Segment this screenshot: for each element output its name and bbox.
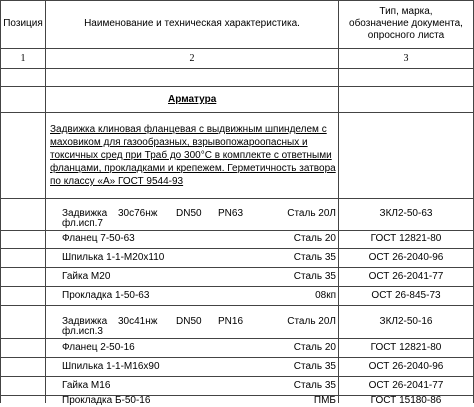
item-name: Фланец 2-50-16 [62, 342, 135, 353]
grid-line [0, 68, 474, 69]
valve-model: 30с76нж [118, 208, 158, 219]
valve-dn: DN50 [176, 316, 202, 327]
grid-line [0, 112, 474, 113]
item-doc: ГОСТ 15180-86 [370, 395, 442, 406]
description-line: маховиком для газообразных, взрывопожароопасных и [50, 137, 308, 148]
grid-line [0, 198, 474, 199]
description-line: токсичных сред при Траб до 300°С в комплекте с ответными [50, 150, 332, 161]
header-position: Позиция [3, 18, 43, 29]
item-material: 08кп [315, 290, 336, 301]
item-name: Прокладка 1-50-63 [62, 290, 150, 301]
item-doc: ОСТ 26-2041-77 [368, 380, 444, 391]
valve-type: ЗКЛ2-50-63 [379, 208, 433, 219]
header-type-line1: Тип, марка, [379, 6, 433, 17]
item-material: Сталь 35 [293, 380, 336, 391]
grid-line [0, 286, 474, 287]
item-doc: ГОСТ 12821-80 [370, 233, 442, 244]
column-number-1: 1 [20, 53, 26, 64]
description-line: по классу «А» ГОСТ 9544-93 [50, 176, 184, 187]
item-material: Сталь 35 [293, 361, 336, 372]
item-name: Прокладка Б-50-16 [62, 395, 151, 406]
valve-flange-version: фл.исп.3 [62, 326, 103, 337]
grid-line [0, 305, 474, 306]
item-doc: ГОСТ 12821-80 [370, 342, 442, 353]
valve-type: ЗКЛ2-50-16 [379, 316, 433, 327]
valve-model: 30с41нж [118, 316, 158, 327]
item-doc: ОСТ 26-2040-96 [368, 252, 444, 263]
item-name: Гайка М16 [62, 380, 111, 391]
header-type-line3: опросного листа [367, 30, 445, 41]
item-material: Сталь 20 [293, 342, 336, 353]
item-material: Сталь 35 [293, 252, 336, 263]
valve-material: Сталь 20Л [287, 208, 336, 219]
valve-name: Задвижка [62, 208, 108, 219]
item-material: Сталь 20 [293, 233, 336, 244]
item-material: Сталь 35 [293, 271, 336, 282]
valve-name: Задвижка [62, 316, 108, 327]
valve-pn: PN16 [218, 316, 244, 327]
valve-dn: DN50 [176, 208, 202, 219]
grid-line [0, 230, 474, 231]
grid-line [0, 0, 474, 1]
item-doc: ОСТ 26-2040-96 [368, 361, 444, 372]
item-name: Фланец 7-50-63 [62, 233, 135, 244]
grid-line [0, 48, 474, 49]
grid-line [0, 376, 474, 377]
item-material: ПМБ [313, 395, 336, 406]
grid-line [0, 86, 474, 87]
grid-line [0, 338, 474, 339]
item-doc: ОСТ 26-845-73 [371, 290, 441, 301]
description-line: фланцами, прокладками и крепежем. Герметичность затвора [50, 163, 336, 174]
item-doc: ОСТ 26-2041-77 [368, 271, 444, 282]
header-name: Наименование и техническая характеристика. [84, 18, 300, 29]
grid-line [0, 357, 474, 358]
item-name: Гайка М20 [62, 271, 111, 282]
column-number-3: 3 [403, 53, 409, 64]
grid-line [0, 267, 474, 268]
item-name: Шпилька 1-1-М16х90 [62, 361, 160, 372]
description-line: Задвижка клиновая фланцевая с выдвижным шпинделем с [50, 124, 327, 135]
section-title: Арматура [168, 94, 217, 105]
valve-material: Сталь 20Л [287, 316, 336, 327]
grid-line [0, 248, 474, 249]
valve-flange-version: фл.исп.7 [62, 218, 103, 229]
column-number-2: 2 [189, 53, 195, 64]
header-type-line2: обозначение документа, [349, 18, 463, 29]
item-name: Шпилька 1-1-М20х110 [62, 252, 165, 263]
valve-pn: PN63 [218, 208, 244, 219]
